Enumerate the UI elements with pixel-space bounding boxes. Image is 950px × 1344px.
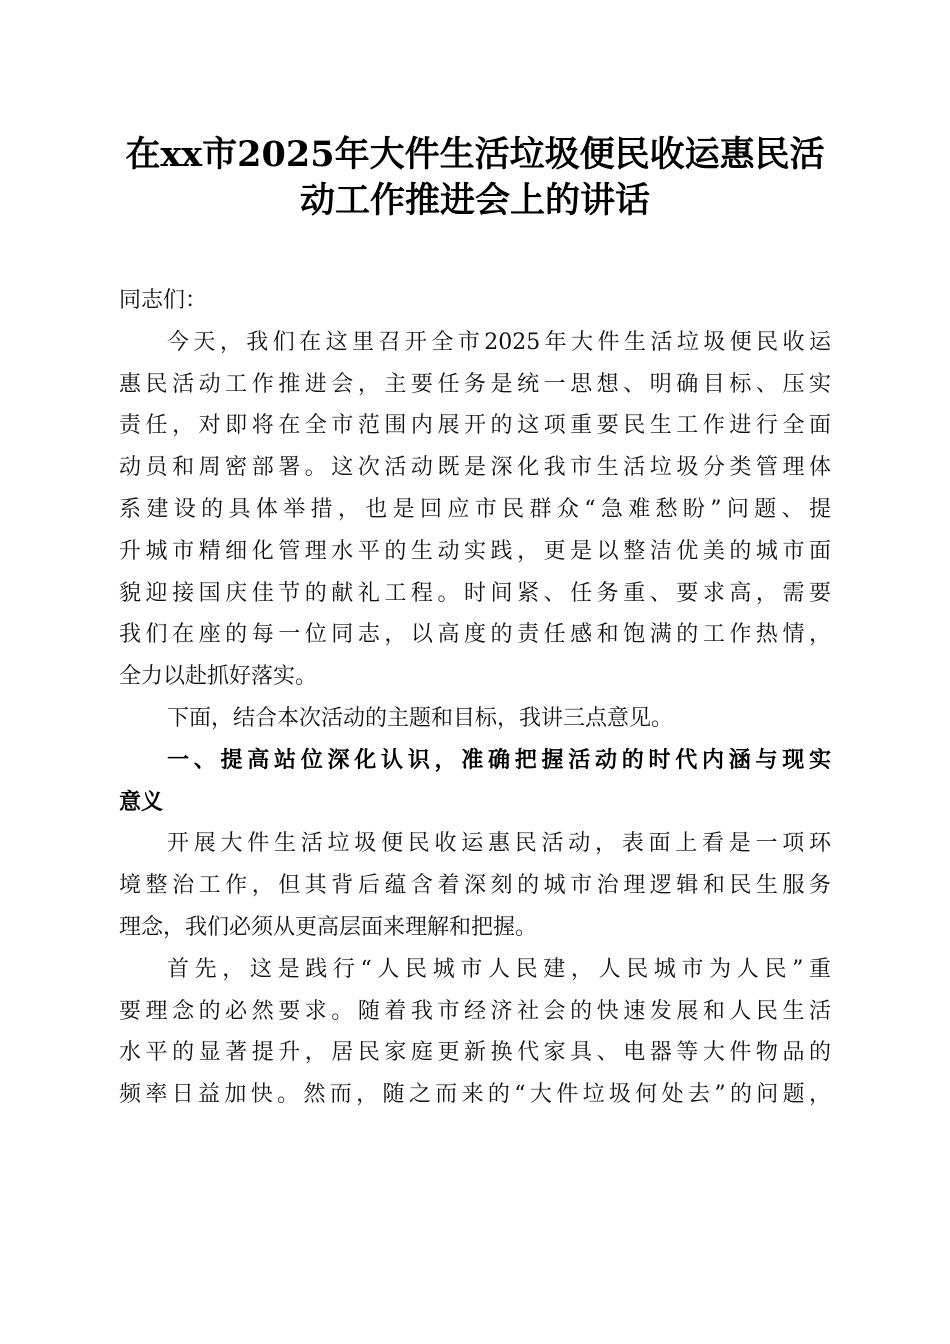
- paragraph-transition: [119, 698, 831, 740]
- title-line: 动工作推进会上的讲话: [299, 180, 650, 221]
- title-line: 在xx市2025年大件生活垃圾便民收运惠民活: [125, 134, 825, 175]
- paragraph-line: 责任，对即将在全市范围内展开的这项重要民生工作进行全面: [119, 413, 831, 439]
- heading-line: 意义: [119, 789, 164, 815]
- paragraph-section1-intro: [119, 823, 831, 948]
- section-heading-1: [119, 740, 831, 824]
- paragraph-line: 我们在座的每一位同志，以高度的责任感和饱满的工作热情，: [119, 622, 831, 648]
- paragraph-line: 开展大件生活垃圾便民收运惠民活动，表面上看是一项环: [167, 831, 831, 857]
- paragraph-line: 要理念的必然要求。随着我市经济社会的快速发展和人民生活: [119, 998, 831, 1024]
- paragraph-line: 貌迎接国庆佳节的献礼工程。时间紧、任务重、要求高，需要: [119, 580, 831, 606]
- paragraph-line: 频率日益加快。然而，随之而来的“大件垃圾何处去”的问题，: [119, 1082, 831, 1108]
- salutation: 同志们：: [119, 288, 208, 313]
- paragraph-line: 今天，我们在这里召开全市2025年大件生活垃圾便民收运: [167, 329, 831, 355]
- paragraph-line: 升城市精细化管理水平的生动实践，更是以整洁优美的城市面: [119, 538, 831, 564]
- paragraph-line: 系建设的具体举措，也是回应市民群众“急难愁盼”问题、提: [119, 496, 831, 522]
- document-body: [119, 280, 831, 1116]
- paragraph-line: 下面，结合本次活动的主题和目标，我讲三点意见。: [167, 705, 674, 731]
- paragraph-line: 理念，我们必须从更高层面来理解和把握。: [119, 914, 538, 940]
- paragraph-line: 惠民活动工作推进会，主要任务是统一思想、明确目标、压实: [119, 371, 831, 397]
- paragraph-line: 水平的显著提升，居民家庭更新换代家具、电器等大件物品的: [119, 1040, 831, 1066]
- paragraph-line: 全力以赴抓好落实。: [119, 664, 318, 690]
- paragraph-line: 动员和周密部署。这次活动既是深化我市生活垃圾分类管理体: [119, 455, 831, 481]
- document-title: [100, 132, 850, 224]
- heading-line: 一、提高站位深化认识，准确把握活动的时代内涵与现实: [167, 747, 831, 773]
- paragraph-opening: [119, 322, 831, 698]
- paragraph-line: 首先，这是践行“人民城市人民建，人民城市为人民”重: [167, 956, 831, 982]
- paragraph-line: 境整治工作，但其背后蕴含着深刻的城市治理逻辑和民生服务: [119, 873, 831, 899]
- paragraph-section1-first: [119, 949, 831, 1116]
